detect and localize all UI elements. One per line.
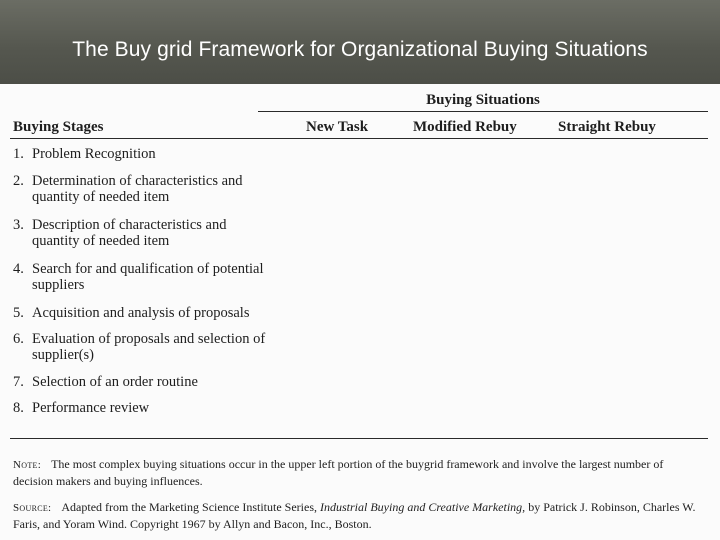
column-header-modified-rebuy: Modified Rebuy [413, 119, 517, 135]
buying-stages-header: Buying Stages [13, 119, 104, 135]
stage-number: 3. [13, 217, 24, 233]
note-label: Note: [13, 459, 42, 471]
stage-text: Evaluation of proposals and selection of supplier(s) [32, 331, 266, 363]
stage-number: 1. [13, 146, 24, 162]
slide-title: The Buy grid Framework for Organizational Buying Situations [72, 38, 648, 61]
header-rule [258, 111, 708, 112]
stage-text: Problem Recognition [32, 146, 156, 162]
source-label: Source: [13, 502, 52, 514]
buygrid-document [0, 84, 720, 540]
stage-text: Performance review [32, 400, 150, 416]
stage-number: 2. [13, 173, 24, 189]
stage-text: Search for and qualification of potential suppliers [32, 261, 264, 293]
stage-number: 6. [13, 331, 24, 347]
source-text-post: by Patrick J. Robinson, Charles W. Faris, and Yoram Wind. Copyright 1967 by Allyn and Bacon, Inc., Boston. [13, 500, 696, 531]
column-header-new-task: New Task [306, 119, 369, 135]
stage-text: Determination of characteristics and quantity of needed item [32, 173, 243, 205]
table-bottom-rule [10, 438, 708, 439]
source-text-pre: Adapted from the Marketing Science Institute Series, [61, 500, 320, 514]
column-header-straight-rebuy: Straight Rebuy [558, 119, 656, 135]
table-note [13, 456, 703, 489]
stage-number: 4. [13, 261, 24, 277]
stage-text: Description of characteristics and quantity of needed item [32, 217, 227, 249]
stage-number: 8. [13, 400, 24, 416]
table-source [13, 499, 703, 532]
note-text: The most complex buying situations occur in the upper left portion of the buygrid framework and involve the largest number of decision makers and buying influences. [13, 457, 664, 488]
stage-number: 7. [13, 374, 24, 390]
column-header-rule [10, 138, 708, 139]
stage-text: Selection of an order routine [32, 374, 198, 390]
title-banner [0, 0, 720, 88]
source-book-title: Industrial Buying and Creative Marketing, [319, 500, 526, 514]
stage-number: 5. [13, 305, 24, 321]
buying-situations-header: Buying Situations [426, 92, 540, 108]
stage-text: Acquisition and analysis of proposals [32, 305, 250, 321]
